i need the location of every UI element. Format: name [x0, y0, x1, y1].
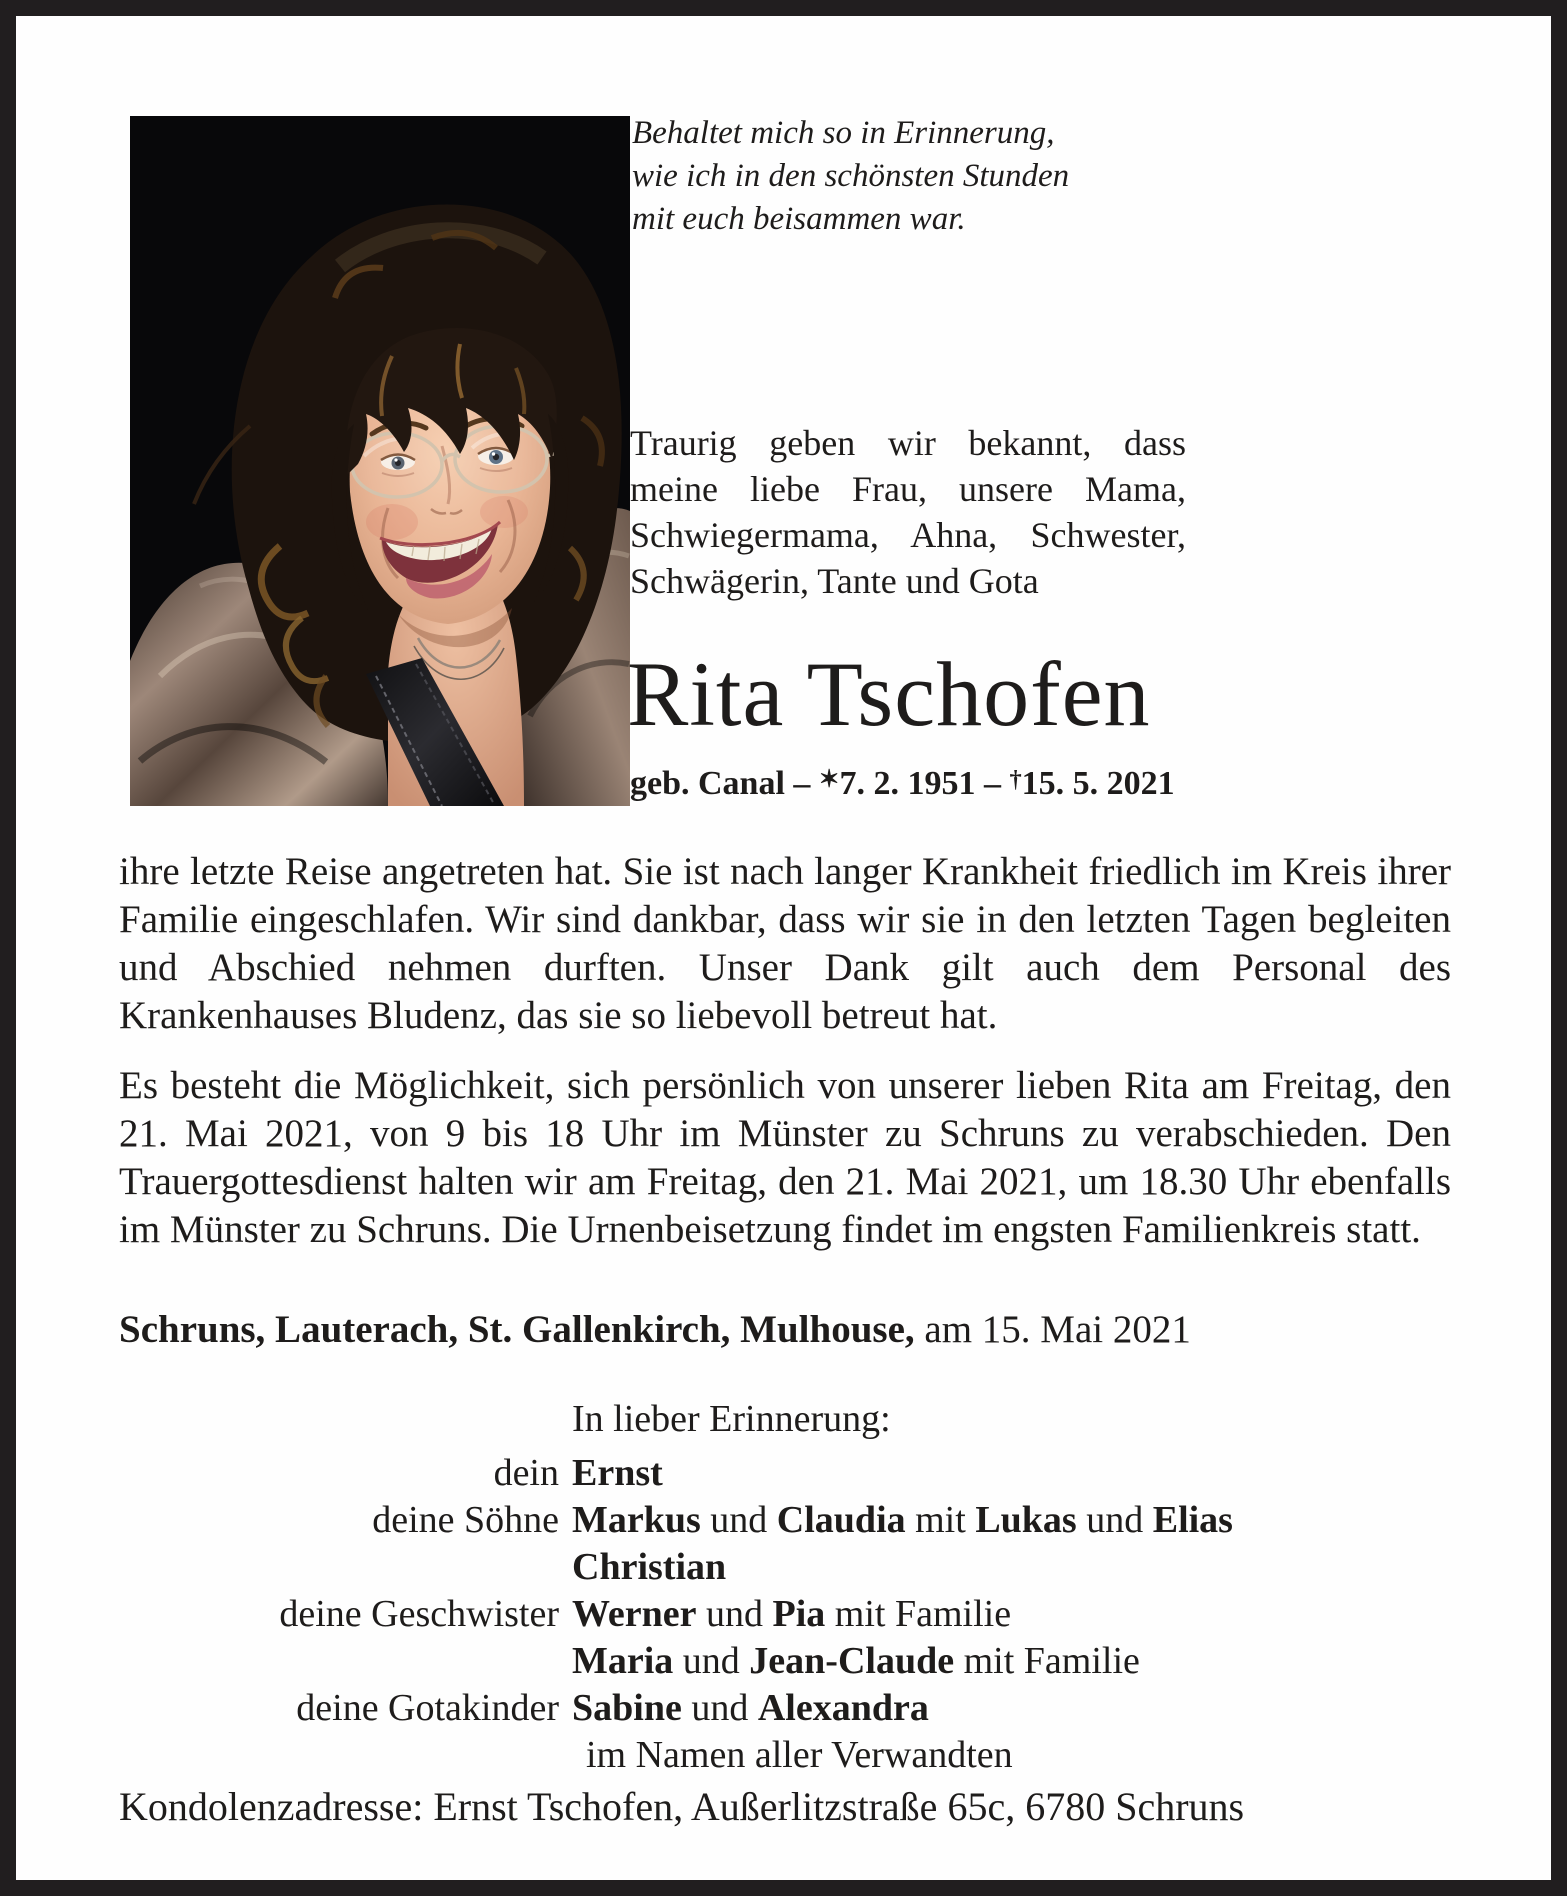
dateline-date: am 15. Mai 2021 [914, 1308, 1191, 1351]
memorial-relation-label [119, 1732, 572, 1779]
memorial-row [119, 1591, 1471, 1638]
mourner-connector: und [700, 1499, 777, 1541]
quote-line: wie ich in den schönsten Stunden [632, 158, 1070, 194]
mourner-name: Lukas [975, 1499, 1077, 1541]
condolence-address: Kondolenzadresse: Ernst Tschofen, Außerlitzstraße 65c, 6780 Schruns [119, 1784, 1245, 1829]
memorial-relation-label: deine Geschwister [279, 1593, 559, 1635]
mourner-name: Christian [572, 1546, 727, 1588]
body-paragraph-1: ihre letzte Reise angetreten hat. Sie ist nach langer Krankheit friedlich im Kreis ihrer Familie eingeschlafen. Wir sind dankbar, dass wir sie in den letzten Tagen begleiten und Abschied nehmen durften. Unser Dank gilt auch dem Personal des Krankenhauses Bludenz, das sie so liebevoll betreut hat. [119, 850, 1451, 1037]
memorial-row [119, 1685, 1471, 1732]
memorial-row [119, 1732, 1471, 1779]
memorial-relation-label: deine Söhne [372, 1499, 559, 1541]
mourner-connector: und [681, 1687, 758, 1729]
mourner-name: Claudia [776, 1499, 906, 1541]
mourner-connector: und [1076, 1499, 1153, 1541]
mourner-name: Elias [1152, 1499, 1233, 1541]
announcement-text: Traurig geben wir bekannt, dass meine liebe Frau, unsere Mama, Schwiegermama, Ahna, Schwester, Schwägerin, Tante und Gota [630, 423, 1186, 601]
memorial-relation-label: dein [493, 1452, 559, 1494]
memorial-names [572, 1544, 1471, 1591]
memorial-names [572, 1497, 1471, 1544]
memorial-heading: In lieber Erinnerung: [572, 1398, 891, 1440]
mourner-name: Maria [572, 1640, 674, 1682]
mourner-connector: und [673, 1640, 750, 1682]
mourner-name: Jean-Claude [749, 1640, 955, 1682]
memorial-names [572, 1591, 1471, 1638]
birth-star-icon: ✶ [818, 766, 840, 793]
mourner-name: Alexandra [757, 1687, 929, 1729]
memorial-names [572, 1638, 1471, 1685]
mourners-section [119, 1396, 1471, 1779]
memorial-names [572, 1450, 1471, 1497]
deceased-name: Rita Tschofen [627, 643, 1151, 745]
memorial-names [572, 1685, 1471, 1732]
memorial-relation-label: deine Gotakinder [296, 1687, 559, 1729]
quote-line: mit euch beisammen war. [632, 201, 966, 237]
memorial-row [119, 1497, 1471, 1544]
birth-date: 7. 2. 1951 – [839, 764, 1010, 802]
death-date: 15. 5. 2021 [1021, 764, 1175, 802]
mourner-connector: mit [905, 1499, 976, 1541]
mourner-name: Markus [572, 1499, 701, 1541]
dateline [119, 1306, 1467, 1354]
memorial-quote [632, 112, 1112, 241]
mourner-name: Werner [572, 1593, 697, 1635]
mourner-name: Ernst [572, 1452, 663, 1494]
memorial-rows [119, 1450, 1471, 1779]
mourner-connector: und [696, 1593, 773, 1635]
memorial-relation-label [119, 1544, 572, 1591]
death-cross-icon: † [1009, 766, 1022, 793]
dateline-places: Schruns, Lauterach, St. Gallenkirch, Mulhouse, [119, 1308, 915, 1351]
memorial-row [119, 1544, 1471, 1591]
mourner-connector: mit Familie [825, 1593, 1012, 1635]
maiden-name: geb. Canal – [630, 764, 819, 802]
quote-line: Behaltet mich so in Erinnerung, [632, 115, 1055, 151]
mourner-name: Pia [772, 1593, 826, 1635]
mourner-connector: mit Familie [954, 1640, 1140, 1682]
memorial-row [119, 1638, 1471, 1685]
mourner-connector: im Namen aller Verwandten [586, 1734, 1013, 1776]
life-dates [630, 760, 1175, 804]
mourner-name: Sabine [572, 1687, 682, 1729]
memorial-heading-spacer [119, 1396, 572, 1443]
portrait-illustration [130, 116, 630, 806]
portrait-photo [130, 116, 630, 806]
memorial-names [572, 1732, 1471, 1779]
memorial-relation-label [119, 1638, 572, 1685]
body-paragraph-2: Es besteht die Möglichkeit, sich persönlich von unserer lieben Rita am Freitag, den 21. Mai 2021, von 9 bis 18 Uhr im Münster zu Schruns zu verabschieden. Den Trauergottesdienst halten wir am Freitag, den 21. Mai 2021, um 18.30 Uhr ebenfalls im Münster zu Schruns. Die Urnenbeisetzung findet im engsten Familienkreis statt. [119, 1064, 1451, 1251]
memorial-heading-row [119, 1396, 1471, 1443]
memorial-row [119, 1450, 1471, 1497]
